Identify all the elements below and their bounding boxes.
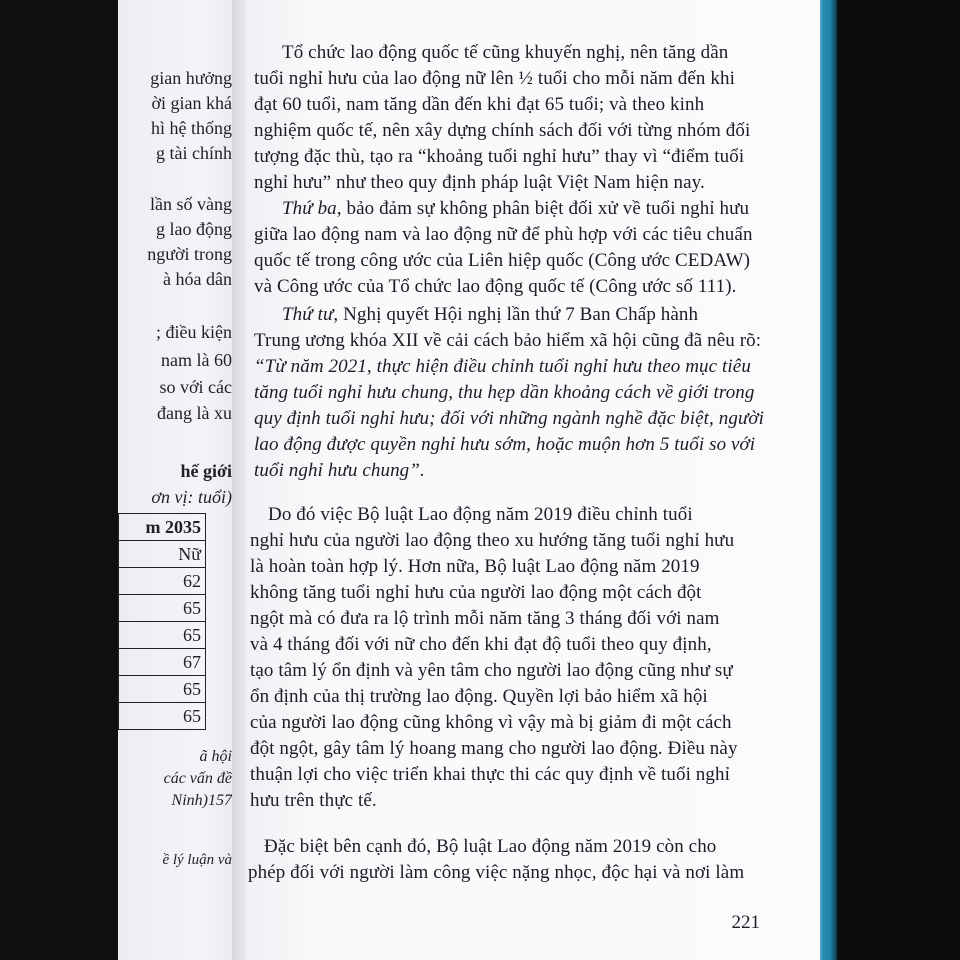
text-line: Trung ương khóa XII về cải cách bảo hiểm xã hội cũng đã nêu rõ:	[254, 330, 762, 351]
emphasis-thu-ba: Thứ ba	[282, 198, 337, 219]
table-cell: 67	[119, 649, 206, 676]
table-cell: 65	[119, 703, 206, 730]
text-line-rest: , Nghị quyết Hội nghị lần thứ 7 Ban Chấp hành	[333, 304, 699, 325]
retirement-age-table	[118, 513, 206, 730]
left-text-line: ; điều kiện	[156, 322, 232, 342]
emphasis-thu-tu: Thứ tư	[282, 304, 334, 325]
text-line: thuận lợi cho việc triển khai thực thi các quy định về tuổi nghỉ	[250, 764, 730, 785]
left-text-line: g lao động	[156, 219, 232, 239]
right-page	[246, 0, 820, 960]
text-line: đột ngột, gây tâm lý hoang mang cho người lao động. Điều này	[250, 738, 738, 759]
text-line: phép đối với người làm công việc nặng nhọc, độc hại và nơi làm	[248, 862, 745, 883]
text-line-rest: , bảo đảm sự không phân biệt đối xử về tuổi nghỉ hưu	[336, 198, 750, 219]
left-text-line: người trong	[147, 244, 232, 264]
table-cell: 62	[119, 568, 206, 595]
text-line: là hoàn toàn hợp lý. Hơn nữa, Bộ luật Lao động năm 2019	[250, 556, 700, 577]
page-number: 221	[731, 912, 760, 933]
quote-line: lao động được quyền nghỉ hưu sớm, hoặc muộn hơn 5 tuổi so với	[254, 434, 756, 455]
text-line: tạo tâm lý ổn định và yên tâm cho người lao động cũng như sự	[250, 660, 733, 681]
text-line: giữa lao động nam và lao động nữ để phù hợp với các tiêu chuẩn	[254, 224, 753, 245]
left-text-line: ời gian khá	[151, 93, 232, 113]
background-left	[0, 0, 130, 960]
table-source-line: Ninh)157	[171, 792, 232, 809]
text-line: đạt 60 tuổi, nam tăng dần đến khi đạt 65 tuổi; và theo kinh	[254, 94, 705, 115]
text-line: ổn định của thị trường lao động. Quyền lợi bảo hiểm xã hội	[250, 686, 708, 707]
text-line: tuổi nghỉ hưu của lao động nữ lên ½ tuổi cho mỗi năm đến khi	[254, 68, 735, 89]
left-text-line: nam là 60	[161, 350, 232, 370]
table-cell: 65	[119, 676, 206, 703]
text-line: và 4 tháng đối với nữ cho đến khi đạt độ tuổi theo quy định,	[250, 634, 712, 655]
table-source-line: ã hội	[199, 748, 232, 765]
text-line: Tổ chức lao động quốc tế cũng khuyến nghị, nên tăng dần	[282, 42, 729, 63]
table-cell: 65	[119, 595, 206, 622]
table-source-line: các vấn đề	[163, 770, 232, 787]
left-text-line: so với các	[159, 377, 232, 397]
left-text-line: gian hưởng	[150, 68, 232, 88]
text-line	[282, 198, 762, 220]
footnote-line: ề lý luận và	[162, 852, 232, 868]
text-line: tượng đặc thù, tạo ra “khoảng tuổi nghỉ hưu” thay vì “điểm tuổi	[254, 146, 745, 167]
quote-line: quy định tuổi nghỉ hưu; đối với những ngành nghề đặc biệt, người	[254, 408, 765, 429]
text-line: nghỉ hưu của người lao động theo xu hướng tăng tuổi nghỉ hưu	[250, 530, 735, 551]
left-page	[118, 0, 240, 960]
left-text-line: đang là xu	[157, 403, 232, 423]
left-text-line: g tài chính	[156, 143, 232, 163]
quote-line: “Từ năm 2021, thực hiện điều chỉnh tuổi nghỉ hưu theo mục tiêu	[254, 356, 751, 377]
text-line: không tăng tuổi nghỉ hưu của người lao động một cách đột	[250, 582, 702, 603]
table-title: hế giới	[180, 461, 232, 481]
text-line: và Công ước của Tổ chức lao động quốc tế (Công ước số 111).	[254, 276, 737, 297]
table-unit: ơn vị: tuổi)	[151, 487, 232, 507]
text-line: nghỉ hưu” như theo quy định pháp luật Việt Nam hiện nay.	[254, 172, 705, 193]
left-text-line: à hóa dân	[163, 269, 232, 289]
text-line: ngột mà có đưa ra lộ trình mỗi năm tăng 3 tháng đối với nam	[250, 608, 720, 629]
table-subheader-cell: Nữ	[119, 541, 206, 568]
background-right	[835, 0, 960, 960]
text-line: của người lao động cũng không vì vậy mà bị giảm đi một cách	[250, 712, 732, 733]
table-header-cell: m 2035	[119, 514, 206, 541]
left-text-line: lần số vàng	[150, 194, 232, 214]
quote-line: tăng tuổi nghỉ hưu chung, thu hẹp dần khoảng cách về giới trong	[254, 382, 755, 403]
text-line: Đặc biệt bên cạnh đó, Bộ luật Lao động năm 2019 còn cho	[264, 836, 717, 857]
quote-line: tuổi nghỉ hưu chung”.	[254, 460, 425, 481]
text-line: Do đó việc Bộ luật Lao động năm 2019 điều chỉnh tuổi	[268, 504, 693, 525]
left-text-line: hì hệ thống	[151, 118, 232, 138]
text-line: nghiệm quốc tế, nên xây dựng chính sách đối với từng nhóm đối	[254, 120, 751, 141]
text-line: quốc tế trong công ước của Liên hiệp quốc (Công ước CEDAW)	[254, 250, 751, 271]
text-line	[282, 304, 762, 326]
table-cell: 65	[119, 622, 206, 649]
text-line: hưu trên thực tế.	[250, 790, 377, 811]
